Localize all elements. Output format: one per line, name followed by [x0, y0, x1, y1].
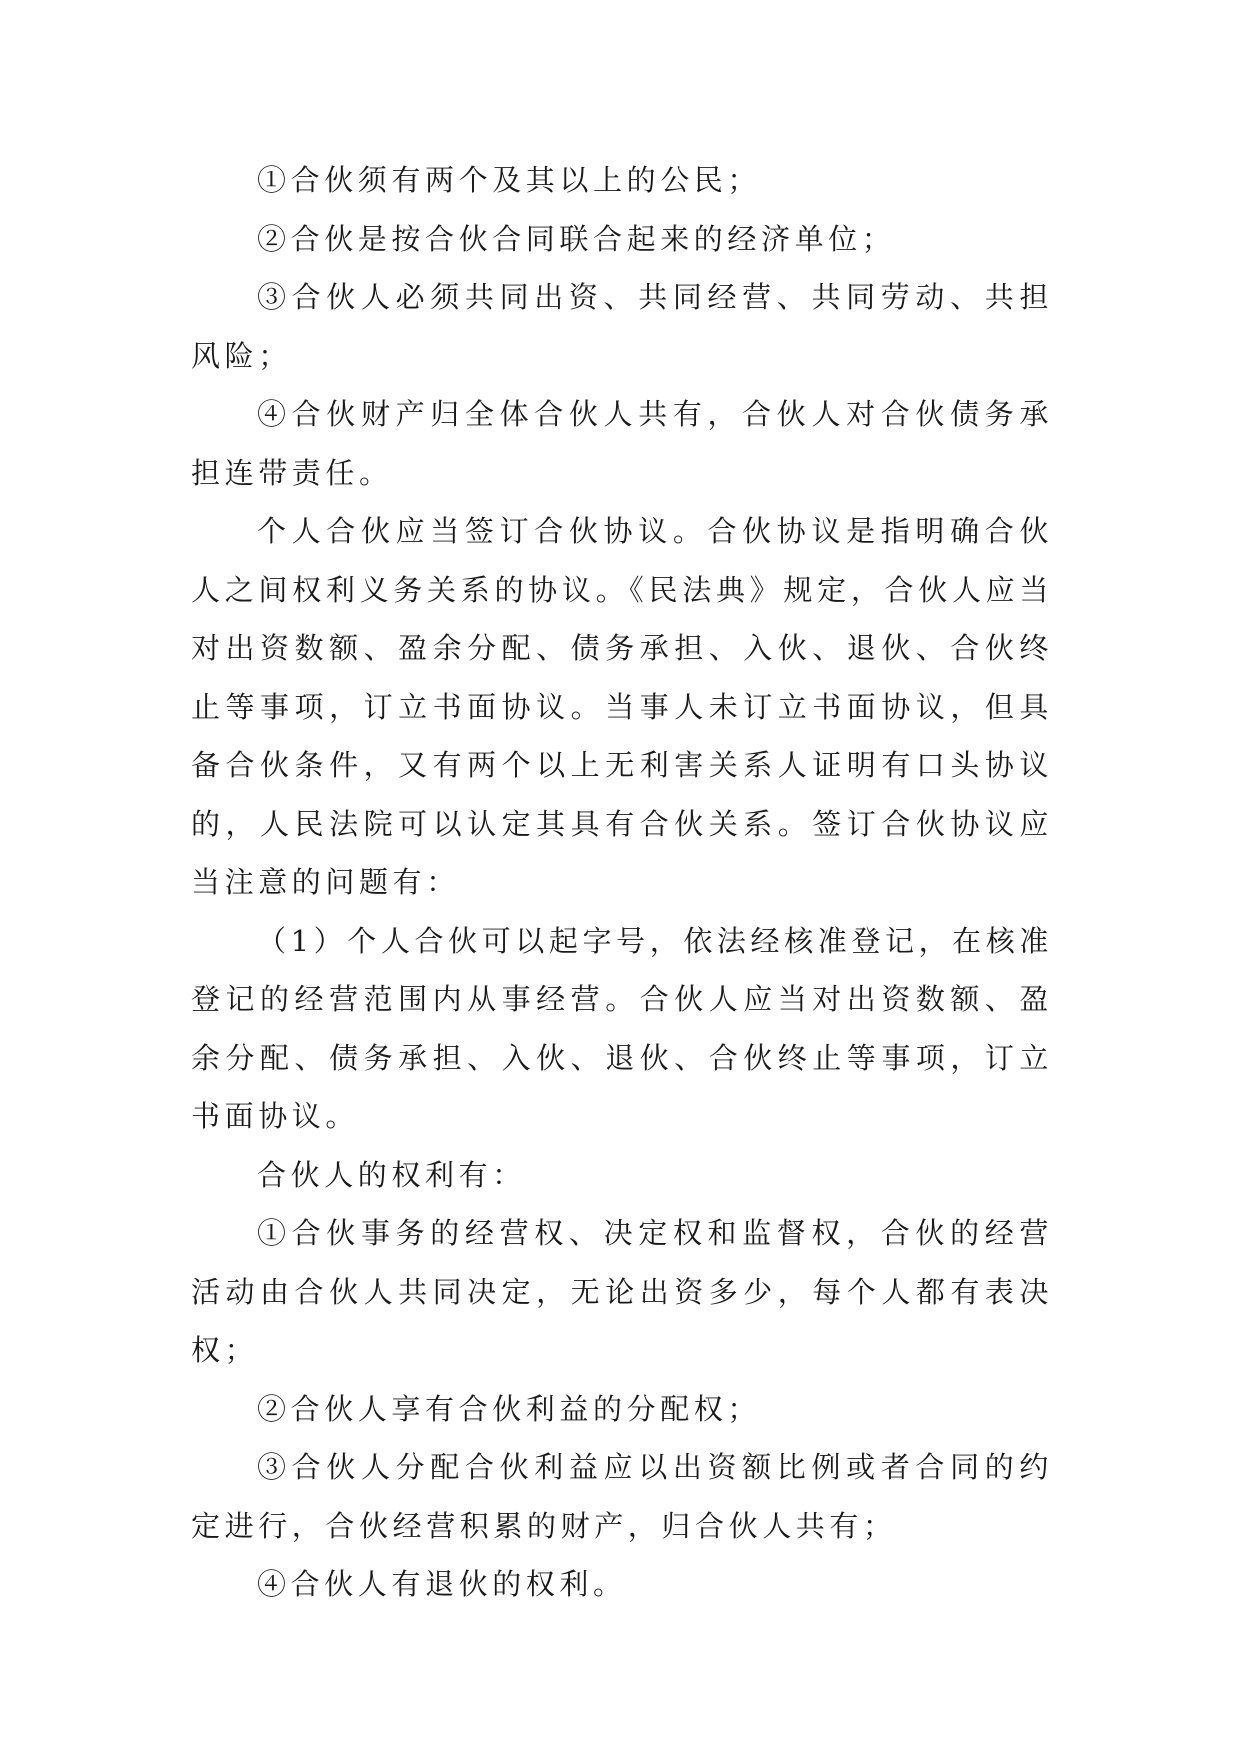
paragraph-right-3: ③合伙人分配合伙利益应以出资额比例或者合同的约定进行，合伙经营积累的财产，归合伙人共有；: [191, 1450, 1053, 1543]
paragraph-right-4: ④合伙人有退伙的权利。: [257, 1567, 627, 1601]
paragraph-condition-4: ④合伙财产归全体合伙人共有，合伙人对合伙债务承担连带责任。: [191, 397, 1053, 490]
paragraph-partner-rights-heading: 合伙人的权利有：: [257, 1157, 526, 1192]
paragraph-condition-1: ①合伙须有两个及其以上的公民；: [257, 163, 762, 197]
paragraph-point-1: （1）个人合伙可以起字号，依法经核准登记，在核准登记的经营范围内从事经营。合伙人应当对出资数额、盈余分配、债务承担、入伙、退伙、合伙终止等事项，订立书面协议。: [191, 923, 1053, 1133]
paragraph-condition-3: ③合伙人必须共同出资、共同经营、共同劳动、共担风险；: [191, 280, 1053, 373]
paragraph-partnership-agreement: 个人合伙应当签订合伙协议。合伙协议是指明确合伙人之间权利义务关系的协议。《民法典》规定，合伙人应当对出资数额、盈余分配、债务承担、入伙、退伙、合伙终止等事项，订立书面协议。当事人未订立书面协议，但具备合伙条件，又有两个以上无利害关系人证明有口头协议的，人民法院可以认定其具有合伙关系。签订合伙协议应当注意的问题有：: [191, 514, 1053, 899]
paragraph-right-1: ①合伙事务的经营权、决定权和监督权，合伙的经营活动由合伙人共同决定，无论出资多少，每个人都有表决权；: [191, 1216, 1053, 1367]
paragraph-condition-2: ②合伙是按合伙合同联合起来的经济单位；: [257, 221, 896, 256]
paragraph-right-2: ②合伙人享有合伙利益的分配权；: [257, 1391, 762, 1426]
body-text: [191, 151, 1053, 1614]
